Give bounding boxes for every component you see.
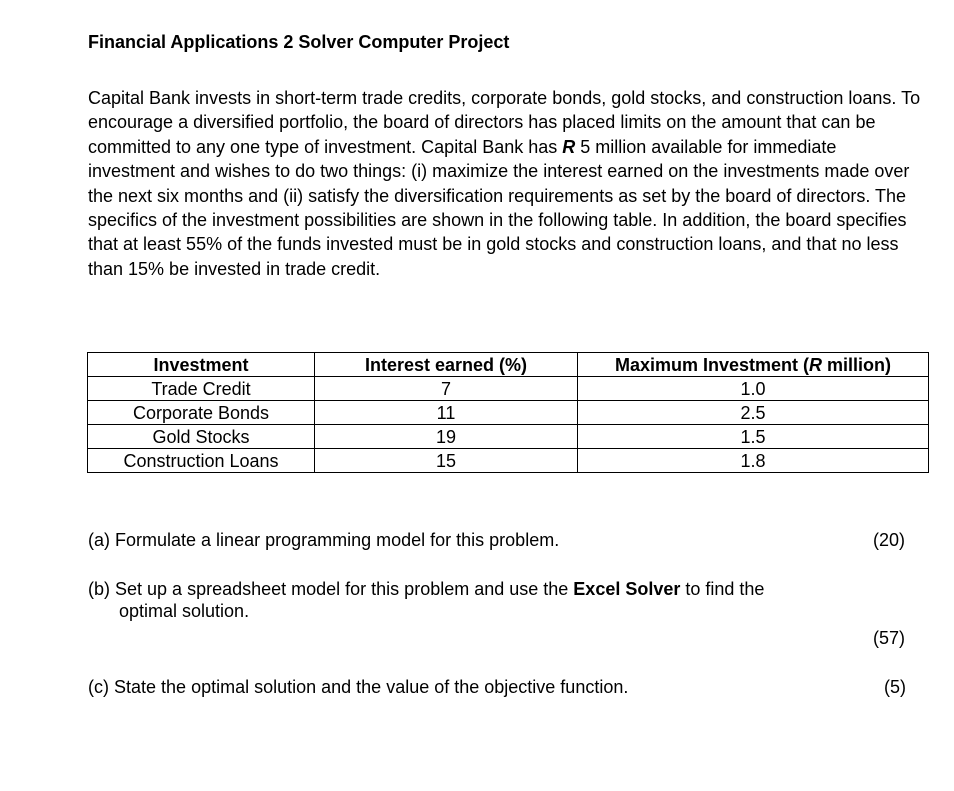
cell-max: 1.0: [578, 377, 929, 401]
question-c-marks: (5): [884, 677, 906, 697]
question-a: [88, 529, 559, 551]
table-header-row: [88, 353, 929, 377]
question-c: [88, 676, 628, 698]
cell-interest: 15: [315, 449, 578, 473]
cell-interest: 11: [315, 401, 578, 425]
cell-investment: Trade Credit: [88, 377, 315, 401]
header-interest: Interest earned (%): [315, 353, 578, 377]
question-c-text: State the optimal solution and the value of the objective function.: [114, 677, 629, 697]
question-b-text-2: to find the: [680, 579, 765, 599]
question-a-marks: (20): [873, 530, 906, 550]
intro-text-1: Capital Bank invests in short-term trade credits, corporate bonds, gold stocks, and construction loans. To encourage a diversified portfolio, the board of directors has placed limits on the amount that can be committed to any one type of investment. Capital Bank has: [88, 88, 921, 157]
investment-table: [87, 352, 929, 473]
header-max-currency: R: [809, 355, 823, 375]
question-a-text: Formulate a linear programming model for this problem.: [115, 530, 560, 550]
table-row: [88, 425, 929, 449]
currency-symbol: R: [562, 136, 576, 157]
header-investment: Investment: [88, 353, 315, 377]
question-b-label: (b): [88, 579, 110, 599]
table-row: [88, 377, 929, 401]
cell-interest: 19: [315, 425, 578, 449]
header-max-investment: [578, 353, 929, 377]
cell-investment: Gold Stocks: [88, 425, 315, 449]
table-row: [88, 449, 929, 473]
header-max-suffix: million): [822, 355, 892, 375]
question-b-marks: (57): [873, 628, 906, 648]
header-max-prefix: Maximum Investment (: [614, 355, 810, 375]
cell-max: 2.5: [578, 401, 929, 425]
intro-paragraph: [88, 86, 928, 281]
question-a-label: (a): [88, 530, 110, 550]
table-row: [88, 401, 929, 425]
cell-investment: Construction Loans: [88, 449, 315, 473]
cell-interest: 7: [315, 377, 578, 401]
intro-text-2: 5 million available for immediate investment and wishes to do two things: (i) maximize the interest earned on the investments made over the next six months and (ii) satisfy the diversification requirements as set by the board of directors. The specifics of the investment possibilities are shown in the following table. In addition, the board specifies that at least 55% of the funds invested must be in gold stocks and construction loans, and that no less than 15% be invested in trade credit.: [88, 136, 910, 279]
cell-max: 1.8: [578, 449, 929, 473]
cell-max: 1.5: [578, 425, 929, 449]
question-b-text-1: Set up a spreadsheet model for this problem and use the: [115, 579, 574, 599]
question-b-text-3: optimal solution.: [119, 601, 250, 621]
page-title: Financial Applications 2 Solver Computer Project: [88, 32, 510, 52]
question-c-label: (c): [88, 677, 109, 697]
question-b: [88, 578, 764, 622]
cell-investment: Corporate Bonds: [88, 401, 315, 425]
question-b-bold: Excel Solver: [573, 579, 681, 599]
